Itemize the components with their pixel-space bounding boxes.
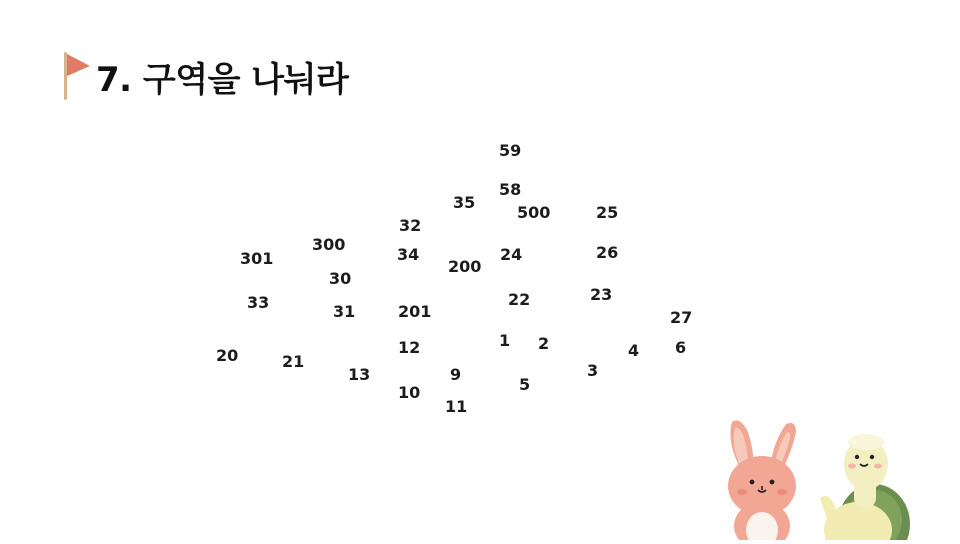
page-title: 7. 구역을 나눠라 — [96, 60, 349, 100]
number-label: 35 — [453, 193, 476, 212]
number-label: 9 — [450, 365, 462, 384]
turtle-illustration — [820, 434, 910, 540]
number-label: 31 — [333, 302, 356, 321]
number-label: 301 — [240, 249, 274, 268]
number-label: 21 — [282, 352, 305, 371]
number-label: 10 — [398, 383, 421, 402]
number-label: 33 — [247, 293, 270, 312]
number-label: 20 — [216, 346, 239, 365]
number-label: 22 — [508, 290, 531, 309]
number-label: 5 — [519, 375, 531, 394]
number-label: 32 — [399, 216, 422, 235]
number-label: 30 — [329, 269, 352, 288]
number-label: 25 — [596, 203, 619, 222]
number-label: 58 — [499, 180, 522, 199]
number-label: 13 — [348, 365, 371, 384]
number-label: 24 — [500, 245, 523, 264]
flag-icon — [62, 50, 92, 102]
number-label: 3 — [587, 361, 599, 380]
mascot-illustration — [712, 412, 917, 544]
number-label: 12 — [398, 338, 421, 357]
number-label: 6 — [675, 338, 687, 357]
number-label: 26 — [596, 243, 619, 262]
number-label: 500 — [517, 203, 551, 222]
number-label: 34 — [397, 245, 420, 264]
number-label: 4 — [628, 341, 640, 360]
number-label: 200 — [448, 257, 482, 276]
number-label: 23 — [590, 285, 613, 304]
number-label: 1 — [499, 331, 511, 350]
number-label: 300 — [312, 235, 346, 254]
number-label: 27 — [670, 308, 693, 327]
rabbit-illustration — [728, 420, 796, 540]
number-label: 2 — [538, 334, 550, 353]
number-label: 201 — [398, 302, 432, 321]
number-label: 59 — [499, 141, 522, 160]
number-label: 11 — [445, 397, 468, 416]
